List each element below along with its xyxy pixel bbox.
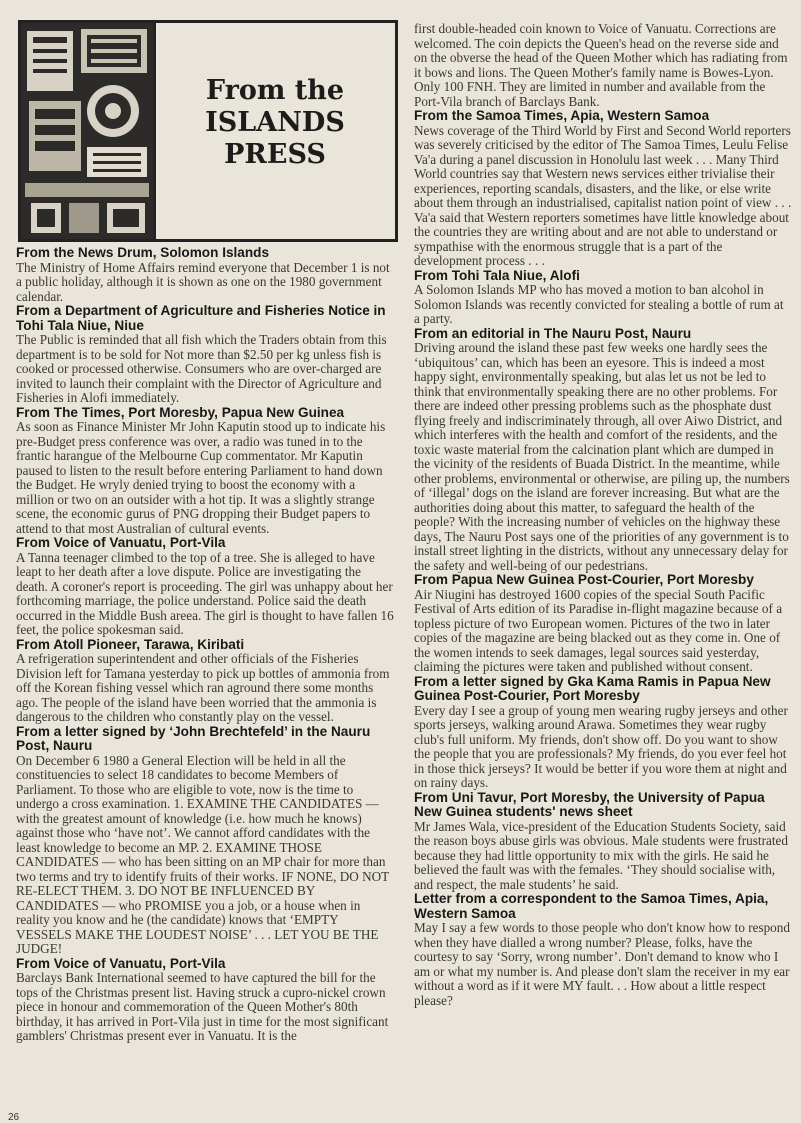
article — [16, 725, 396, 957]
article — [16, 638, 396, 725]
article-body: Air Niugini has destroyed 1600 copies of the special South Pacific Festival of Arts edition of its Paradise in-flight magazine because of a topless picture of two European women. Pictures of the two in later copies of the magazine are being blacked out as they come in. One of the women intends to seek damages, legal sources said yesterday, claiming the pictures were taken and published without consent. — [414, 586, 783, 674]
right-column — [414, 22, 792, 1008]
article-title: From a Department of Agriculture and Fisheries Notice in Tohi Tala Niue, Niue — [16, 303, 386, 333]
article-title: From a letter signed by ‘John Brechtefeld’ in the Nauru Post, Nauru — [16, 723, 371, 753]
section-title — [159, 75, 391, 171]
article — [414, 269, 792, 327]
article-title: From Uni Tavur, Port Moresby, the University of Papua New Guinea students' news sheet — [414, 789, 765, 819]
article-body: As soon as Finance Minister Mr John Kaputin stood up to indicate his pre-Budget press conference was over, a radio was tuned in to the frantic harangue of the Melbourne Cup commentator. Mr Kaputin paused to listen to the result before entering Parliament to hand down the Budget. He wryly denied trying to boost the economy with a million or two on an outsider with a hot tip. It was a slightly strange scene, the economic gurus of PNG dropping their Budget papers to attend to that most Australian of cultural events. — [16, 419, 386, 536]
article — [16, 304, 396, 406]
article — [414, 327, 792, 574]
title-line-2: ISLANDS — [205, 107, 345, 138]
article-title: Letter from a correspondent to the Samoa Times, Apia, Western Samoa — [414, 891, 769, 921]
article-body-continued: first double-headed coin known to Voice of Vanuatu. Corrections are welcomed. The coin depicts the Queen's head on the reverse side and on the obverse the head of the Queen Mother which has radiating from it bows and lions. The Queen Mother's family name is Bowes-Lyon. Only 100 FNH. They are limited in number and available from the Port-Vila branch of Barclays Bank. — [414, 21, 788, 109]
article-body: The Ministry of Home Affairs remind everyone that December 1 is not a public holiday, although it is shown as one on the 1980 government calendar. — [16, 259, 390, 304]
press-illustration — [21, 23, 156, 239]
title-line-3: PRESS — [224, 139, 326, 170]
article-body: On December 6 1980 a General Election will be held in all the constituencies to select 18 candidates to become Members of Parliament. To those who are eligible to vote, now is the time to undergo a cross examination. 1. EXAMINE THE CANDIDATES — with the greatest amount of knowledge (i.e. how much he knows) against those who ‘have not’. We cannot afford candidates with the least knowledge to become an MP. 2. EXAMINE THOSE CANDIDATES — who has been sitting on an MP chair for more than two terms and try to identify fruits of their works. IF NONE, DO NOT RE-ELECT THEM. 3. DO NOT BE INFLUENCED BY CANDIDATES — who PROMISE you a job, or a house when in reality you know and he (the candidate) knows that ‘EMPTY VESSELS MAKE THE LOUDEST NOISE’ . . . LET YOU BE THE JUDGE! — [16, 752, 389, 956]
article-body: The Public is reminded that all fish which the Traders obtain from this department is to be sold for Not more than $2.50 per kg unless fish is cooked or processed otherwise. Consumers who are over-charged are invited to launch their complaint with the Director of Agriculture and Fisheries in Alofi immediately. — [16, 332, 387, 405]
article — [16, 246, 396, 304]
section-header — [18, 20, 398, 242]
article-body: Mr James Wala, vice-president of the Education Students Society, said the reason boys abuse girls was obvious. Male students were frustrated because they had little opportunity to mix with the girls. He said he believed the fault was with the females. ‘They should socialise with, and respect, the male students’ he said. — [414, 818, 788, 892]
article-title: From Atoll Pioneer, Tarawa, Kiribati — [16, 636, 245, 652]
article-title: From the News Drum, Solomon Islands — [16, 245, 270, 260]
article-title: From an editorial in The Nauru Post, Nauru — [414, 325, 692, 341]
title-line-1: From the — [205, 75, 345, 106]
article — [414, 22, 792, 109]
article-body: Driving around the island these past few weeks one hardly sees the ‘ubiquitous’ can, which has been an eyesore. This is indeed a most happy sight, environmentally speaking, but alas let us not be led to think that environmentally speaking there are no other problems. For there are indeed other pressing problems such as the phosphate dust flying freely and indiscriminately through, all over Aiwo District, and which interferes with the health and comfort of the residents, and the toxic waste material from the calcination plant which are dumped in the vicinity of the residents of Buada District. In the meantime, while other problems, environmental or otherwise, are piling up, the numbers of ‘illegal’ dogs on the island are forever increasing. But what are the authorities doing about this matter, to safeguard the health of the people? With the increasing number of vehicles on the highway these days, The Nauru Post says one of the priorities of any government is to install street lighting in the districts, without any unnecessary delay for the safety and well-being of our pedestrians. — [414, 340, 790, 573]
article — [414, 791, 792, 893]
article — [414, 109, 792, 269]
page-footer — [8, 1112, 798, 1123]
article-body: A Tanna teenager climbed to the top of a tree. She is alleged to have leapt to her death after a love dispute. Police are investigating the death. A coroner's report is proceeding. The girl was unhappy about her forthcoming marriage, the police understand. Police said the death occurred in the Middle Bush areea. The girl is thought to have fallen 16 feet, the police spokesman said. — [16, 549, 394, 637]
article — [414, 573, 792, 675]
article-title: From Voice of Vanuatu, Port-Vila — [16, 955, 226, 971]
article — [16, 536, 396, 638]
article-body: A Solomon Islands MP who has moved a motion to ban alcohol in Solomon Islands was recently convicted for stealing a bottle of rum at a party. — [414, 282, 784, 326]
article-title: From Papua New Guinea Post-Courier, Port Moresby — [414, 572, 754, 587]
article — [414, 675, 792, 791]
article — [414, 892, 792, 1008]
article-body: News coverage of the Third World by First and Second World reporters was severely criticised by the editor of The Samoa Times, Leulu Felise Va'a during a panel discussion in Honolulu last week . . . Many Third World countries say that Western news services either trivialise their experiences, reporting scandals, disasters, and the like, or else write about them through an industrialised, capitalist nation point of view . . . Va'a said that Western reporters sometimes have little knowledge about the countries they are writing about and are not able to understand or sympathise with the enormous struggle that is a part of the development process . . . — [414, 122, 792, 268]
article — [16, 957, 396, 1044]
article-body: A refrigeration superintendent and other officials of the Fisheries Division left for Tamana yesterday to pick up bottles of ammonia from off the Korean fishing vessel which ran aground there some months ago. The people of the island have been worried that the ammonia is dangerous to the children who constantly play on the vessel. — [16, 651, 390, 724]
left-column — [16, 246, 396, 1044]
printing-press-illustration — [21, 23, 153, 239]
article-title: From The Times, Port Moresby, Papua New Guinea — [16, 404, 345, 420]
page-number: 26 — [8, 1112, 20, 1123]
article-title: From the Samoa Times, Apia, Western Samoa — [414, 108, 710, 123]
article-body: Every day I see a group of young men wearing rugby jerseys and other sports jerseys, walking around Arawa. Sometimes they wear rugby club's full uniform. My friends, don't show off. Do you want to show the people that you are professionals? My friends, do you ever feel hot in those thick jerseys? It would be better if you wore them at night and on rainy days. — [414, 702, 788, 790]
article-body: Barclays Bank International seemed to have captured the bill for the tops of the Christmas present list. Having struck a cupro-nickel crown piece in honour and commemoration of the Queen Mother's 80th birthday, it has arrived in Port-Vila just in time for the most significant gamblers' Christmas present ever in Vanuatu. It is the — [16, 970, 389, 1043]
article-title: From Voice of Vanuatu, Port-Vila — [16, 535, 226, 550]
article — [16, 406, 396, 537]
article-title: From a letter signed by Gka Kama Ramis in Papua New Guinea Post-Courier, Port Moresby — [414, 673, 771, 703]
article-title: From Tohi Tala Niue, Alofi — [414, 267, 580, 283]
article-body: May I say a few words to those people who don't know how to respond when they have dialled a wrong number? Please, folks, have the courtesy to say ‘Sorry, wrong number’. Don't demand to know who I am or what my number is. And please don't slam the receiver in my ear without a word as if it were MY fault. . . How about a little respect please? — [414, 920, 790, 1008]
